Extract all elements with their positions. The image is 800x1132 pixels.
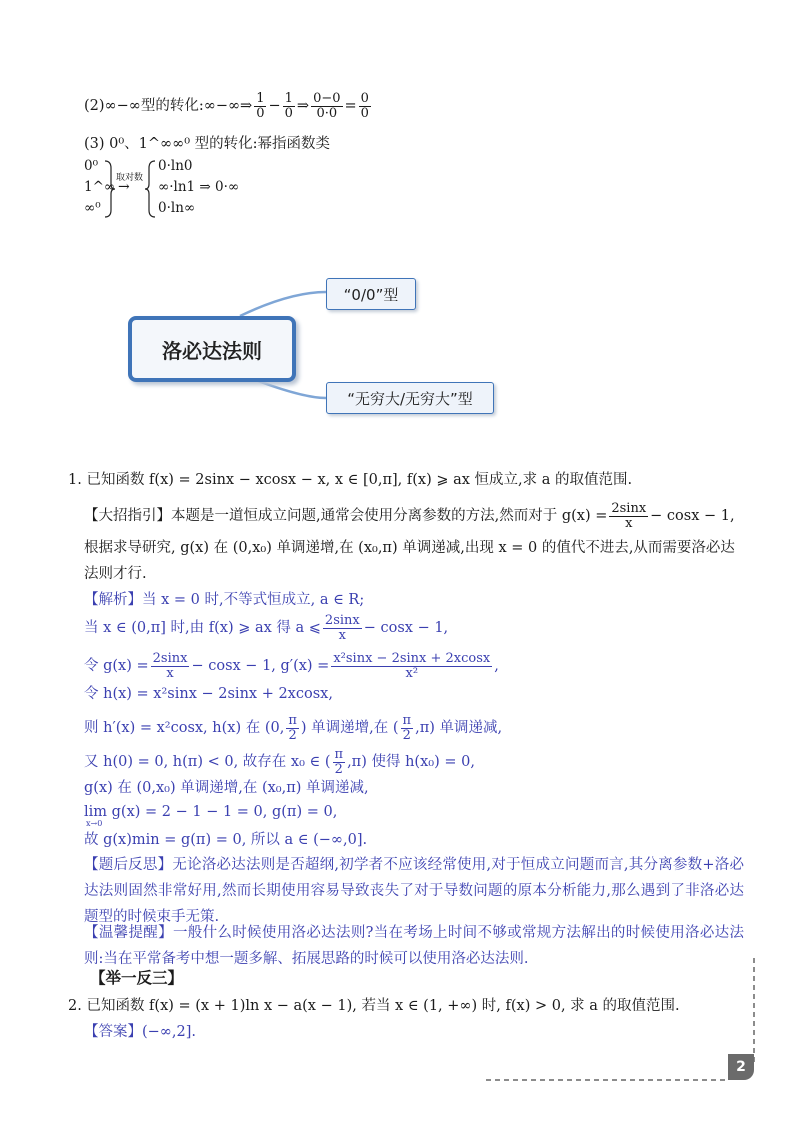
arrow-label: 取对数 <box>116 173 144 183</box>
hint-line-3: 法则才行. <box>84 566 147 582</box>
solution-line-9: 故 g(x)min = g(π) = 0, 所以 a ∈ (−∞,0]. <box>84 832 368 848</box>
reflection-paragraph: 【题后反思】无论洛必达法则是否超纲,初学者不应该经常使用,对于恒成立问题而言,其分离参数+洛必达法则固然非常好用,然而长期使用容易导致丧失了对于导数问题的原本分析能力,那么遇到了非洛必达题型的时候束手无策. <box>84 857 744 925</box>
fraction: $\frac{1}{0}$ <box>284 91 293 121</box>
fraction: $\frac{\text{x²sinx − 2sinx + 2xcosx}}{\text{x²}}$ <box>333 651 491 681</box>
section-heading: 【举一反三】 <box>90 969 184 987</box>
fraction: $\frac{0-0}{0\cdot 0}$ <box>313 91 341 121</box>
right-item: 0·ln∞ <box>158 200 196 216</box>
right-item: ∞·ln1 ⇒ 0·∞ <box>158 179 240 195</box>
hint-line-2: 根据求导研究, g(x) 在 (0,x₀) 单调递增,在 (x₀,π) 单调递减,出现 x = 0 的值代不进去,从而需要洛必达 <box>84 540 735 556</box>
right-item: 0·ln0 <box>158 158 193 174</box>
problem-1-statement: 1. 已知函数 f(x) = 2sinx − xcosx − x, x ∈ [0,π], f(x) ⩾ ax 恒成立,求 a 的取值范围. <box>68 472 633 488</box>
left-item: 0⁰ <box>84 158 99 174</box>
solution-line-1: 【解析】当 x = 0 时,不等式恒成立, a ∈ R; <box>84 592 365 608</box>
fraction: $\frac{2\sin x}{x}$ <box>152 651 188 681</box>
solution-line-5: 则 h′(x) = x²cosx, h(x) 在 (0, $\frac{\pi}{2}$ ) 单调递增,在 ( $\frac{\pi}{2}$ ,π) 单调递减, <box>84 713 503 743</box>
right-arrow-icon: → <box>118 179 130 195</box>
mindmap-center: 洛必达法则 <box>128 316 296 382</box>
problem-2-statement: 2. 已知函数 f(x) = (x + 1)ln x − a(x − 1), 若当 x ∈ (1, +∞) 时, f(x) > 0, 求 a 的取值范围. <box>68 998 680 1014</box>
limit-subscript: x→0 <box>86 819 103 828</box>
conversion-line-2: (2)∞−∞型的转化:∞−∞⇒ $\frac{1}{0}$ − $\frac{1}{0}$ ⇒ $\frac{0-0}{0\cdot 0}$ = $\frac{0}{0}$ <box>84 91 369 121</box>
left-item: 1^∞ <box>84 179 116 195</box>
mindmap-node-infinity-over-infinity: “无穷大/无穷大”型 <box>326 382 494 414</box>
fraction: $\frac{1}{0}$ <box>256 91 265 121</box>
left-item: ∞⁰ <box>84 200 101 216</box>
solution-line-6: 又 h(0) = 0, h(π) < 0, 故存在 x₀ ∈ ( $\frac{\pi}{2}$ ,π) 使得 h(x₀) = 0, <box>84 747 475 777</box>
solution-line-3: 令 g(x) = $\frac{2\sin x}{x}$ − cosx − 1, g′(x) = $\frac{\text{x²sinx − 2sinx + 2xcosx}}{\text{x²}}$ , <box>84 651 499 681</box>
reminder-paragraph: 【温馨提醒】一般什么时候使用洛必达法则?当在考场上时间不够或常规方法解出的时候使用洛必达法则:当在平常备考中想一题多解、拓展思路的时候可以使用洛必达法则. <box>84 925 744 967</box>
problem-2-answer: 【答案】(−∞,2]. <box>84 1024 196 1040</box>
solution-line-4: 令 h(x) = x²sinx − 2sinx + 2xcosx, <box>84 686 333 702</box>
page-number: 2 <box>728 1054 754 1080</box>
solution-line-8: lim g(x) = 2 − 1 − 1 = 0, g(π) = 0, <box>84 804 338 820</box>
fraction: $\frac{0}{0}$ <box>360 91 369 121</box>
fraction: $\frac{2\sin x}{x}$ <box>324 613 360 643</box>
fraction: $\frac{\pi}{2}$ <box>402 713 412 743</box>
mindmap-node-zero-over-zero: “0/0”型 <box>326 278 416 310</box>
fraction: $\frac{\pi}{2}$ <box>334 747 344 777</box>
solution-line-7: g(x) 在 (0,x₀) 单调递增,在 (x₀,π) 单调递减, <box>84 780 369 796</box>
hint-line-1: 【大招指引】本题是一道恒成立问题,通常会使用分离参数的方法,然而对于 g(x) = $\frac{2\sin x}{x}$ − cosx − 1, <box>84 501 735 531</box>
conversion-line-3: (3) 0⁰、1^∞∞⁰ 型的转化:幂指函数类 <box>84 136 331 152</box>
fraction: $\frac{\pi}{2}$ <box>288 713 297 743</box>
fraction: $\frac{2\sin x}{x}$ <box>611 501 647 531</box>
solution-line-2: 当 x ∈ (0,π] 时,由 f(x) ⩾ ax 得 a ⩽ $\frac{2\sin x}{x}$ − cosx − 1, <box>84 613 449 643</box>
